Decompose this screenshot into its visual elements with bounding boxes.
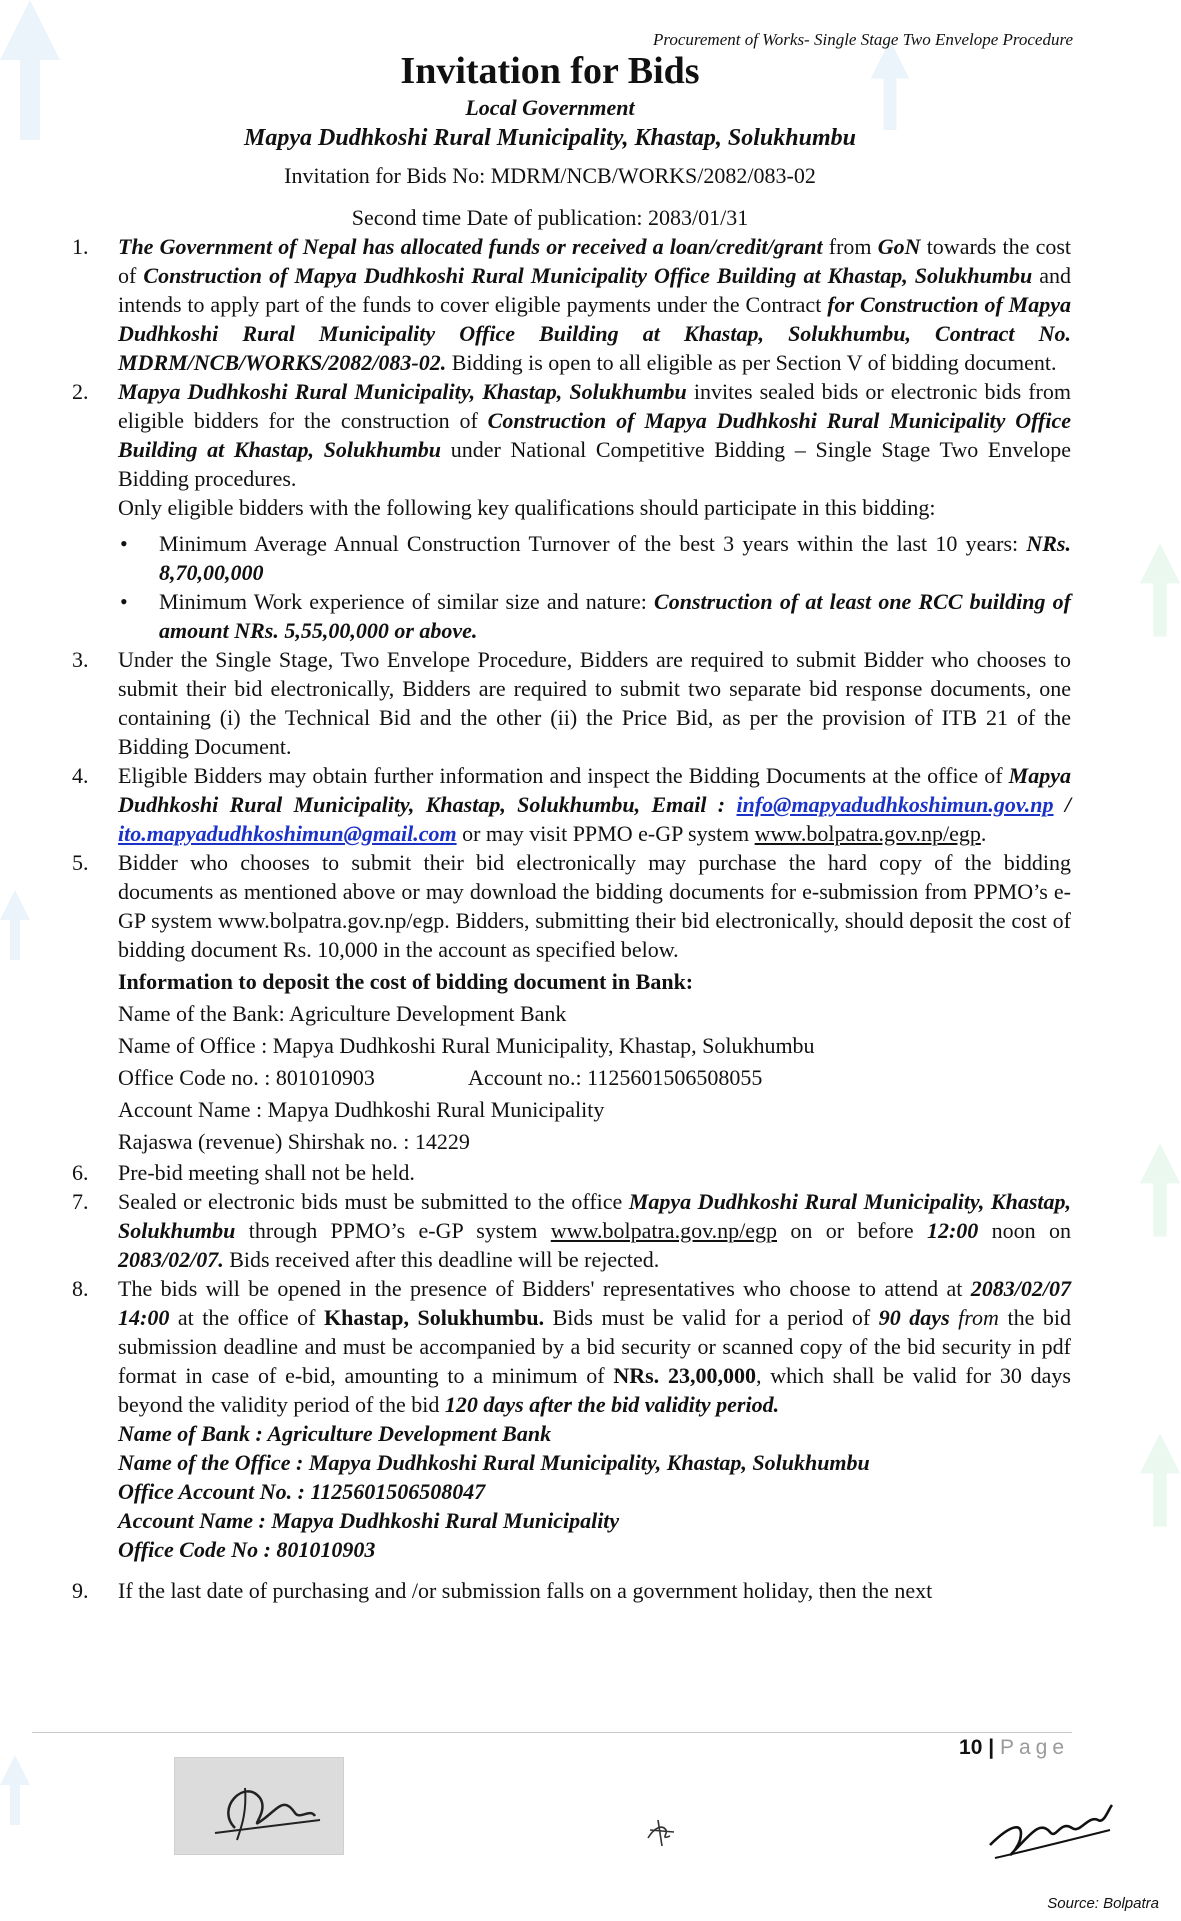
header-note: Procurement of Works- Single Stage Two Envelope Procedure: [652, 30, 1073, 49]
ifb-number: Invitation for Bids No: MDRM/NCB/WORKS/2082/083-02: [284, 163, 816, 188]
item-text: Bidding is open to all eligible as per Section V of bidding document.: [446, 350, 1057, 375]
item-text: 90 days: [878, 1305, 950, 1330]
item-text: Construction of Mapya Dudhkoshi Rural Municipality Office Building at Khastap, Solukhumbu: [143, 263, 1033, 288]
egp-link[interactable]: www.bolpatra.gov.np/egp: [754, 821, 981, 846]
bank-info: [72, 966, 1071, 1158]
item-text: or may visit PPMO e-GP system: [456, 821, 755, 846]
account-no: Account no.: 1125601506508055: [468, 1065, 763, 1090]
list-item: [72, 645, 1071, 761]
initials-icon: [640, 1810, 680, 1850]
page-label: Page: [999, 1736, 1069, 1759]
item-number: 8.: [72, 1276, 89, 1301]
list-item: [72, 1576, 1071, 1605]
item-text: 120 days after the bid validity period.: [444, 1392, 780, 1417]
item-text: /: [1053, 792, 1071, 817]
bank-office: Name of Office : Mapya Dudhkoshi Rural Municipality, Khastap, Solukhumbu: [118, 1033, 815, 1058]
document-body: [72, 232, 1071, 1605]
item-text: 12:00: [926, 1218, 979, 1243]
list-item: [72, 377, 1071, 493]
watermark-arrow-icon: [1140, 1430, 1180, 1530]
qualification-intro: Only eligible bidders with the following key qualifications should participate in this bidding:: [118, 495, 936, 520]
item-text: GoN: [877, 234, 921, 259]
list-item: [72, 1274, 1071, 1419]
account-name: Account Name : Mapya Dudhkoshi Rural Municipality: [118, 1508, 620, 1533]
page-title: Invitation for Bids: [400, 50, 700, 92]
item-text: Construction of Mapya Dudhkoshi Rural Municipality Office Building at Khastap, Solukhumbu: [118, 408, 1071, 462]
item-text: Mapya Dudhkoshi Rural Municipality, Khastap, Solukhumbu: [118, 1189, 1071, 1243]
subtitle-municipality: Mapya Dudhkoshi Rural Municipality, Khastap, Solukhumbu: [244, 125, 856, 151]
item-text: Mapya Dudhkoshi Rural Municipality, Khastap, Solukhumbu: [118, 379, 687, 404]
item-text: invites sealed bids or electronic bids from eligible bidders for the construction of: [118, 379, 1072, 433]
signature-stamp-image: [174, 1757, 344, 1855]
item-text: Pre-bid meeting shall not be held.: [118, 1160, 415, 1185]
rajaswa: Rajaswa (revenue) Shirshak no. : 14229: [118, 1129, 470, 1154]
office-code: Office Code No : 801010903: [118, 1537, 376, 1562]
subtitle-local-government: Local Government: [465, 95, 635, 120]
item-text: 2083/02/07 14:00: [118, 1276, 1071, 1330]
watermark-arrow-icon: [0, 1740, 30, 1840]
bullet-item: [72, 587, 1071, 645]
item-number: 2.: [72, 379, 89, 404]
account-name: Account Name : Mapya Dudhkoshi Rural Municipality: [118, 1097, 605, 1122]
page-number: [959, 1736, 1069, 1760]
footer-divider: [32, 1732, 1072, 1733]
item-text: NRs. 8,70,00,000: [159, 531, 1071, 585]
bid-security-bank: [72, 1419, 1071, 1564]
item-text: the bid submission deadline and must be accompanied by a bid security or scanned copy of the bid security in pdf format in case of e-bid, amounting to a minimum of: [118, 1305, 1072, 1388]
item-text: Construction of at least one RCC building of amount NRs. 5,55,00,000 or above.: [159, 589, 1071, 643]
bank-code-row: [118, 1062, 1071, 1094]
item-text: .: [980, 821, 987, 846]
list-item: [72, 848, 1071, 964]
item-text: Bidder who chooses to submit their bid electronically may purchase the hard copy of the bidding documents as mentioned above or may download the bidding documents for e-submission from PPMO’s e-GP system www.bolpatra.gov.np/egp. Bidders, submitting their bid electronically, should deposit the cost of bidding document Rs. 10,000 in the account as specified below.: [118, 850, 1071, 962]
bank-office: Name of the Office : Mapya Dudhkoshi Rural Municipality, Khastap, Solukhumbu: [118, 1450, 870, 1475]
source-credit: Source: Bolpatra: [1047, 1895, 1159, 1912]
item-text: at the office of: [169, 1305, 324, 1330]
item-text: noon on: [978, 1218, 1072, 1243]
item-number: 6.: [72, 1160, 89, 1185]
office-account-no: Office Account No. : 1125601506508047: [118, 1479, 486, 1504]
item-text: under National Competitive Bidding – Single Stage Two Envelope Bidding procedures.: [118, 437, 1071, 491]
item-text: Under the Single Stage, Two Envelope Procedure, Bidders are required to submit Bidder who chooses to submit their bid electronically, Bidders are required to submit two separate bid response documents, one containing (i) the Technical Bid and the other (ii) the Price Bid, as per the provision of ITB 21 of the Bidding Document.: [118, 647, 1071, 759]
list-item: [72, 1187, 1071, 1274]
bank-name: Name of the Bank: Agriculture Development Bank: [118, 1001, 567, 1026]
item-number: 7.: [72, 1189, 89, 1214]
egp-link[interactable]: www.bolpatra.gov.np/egp: [550, 1218, 778, 1243]
item-text: Sealed or electronic bids must be submitted to the office: [118, 1189, 629, 1214]
item-text: towards the cost of: [118, 234, 1072, 288]
list-item: [72, 1158, 1071, 1187]
item-text: from: [822, 234, 878, 259]
item-text: through PPMO’s e-GP system: [235, 1218, 551, 1243]
signature-icon: [175, 1758, 343, 1854]
item-text: NRs. 23,00,000: [613, 1363, 756, 1388]
item-number: 3.: [72, 647, 89, 672]
bank-name: Name of Bank : Agriculture Development Bank: [118, 1421, 552, 1446]
email-link[interactable]: info@mapyadudhkoshimun.gov.np: [736, 792, 1054, 817]
watermark-arrow-icon: [1140, 540, 1180, 640]
email-link[interactable]: ito.mapyadudhkoshimun@gmail.com: [118, 821, 457, 846]
item-text: Bids must be valid for a period of: [544, 1305, 879, 1330]
list-item: [72, 232, 1071, 377]
watermark-arrow-icon: [1140, 1140, 1180, 1240]
item-text: on or before: [777, 1218, 927, 1243]
item-text: Bids received after this deadline will be rejected.: [223, 1247, 660, 1272]
item-text: Minimum Work experience of similar size and nature:: [159, 589, 655, 614]
item-text: Khastap, Solukhumbu.: [324, 1305, 545, 1330]
item-text: If the last date of purchasing and /or submission falls on a government holiday, then the next: [118, 1578, 933, 1603]
publication-date: Second time Date of publication: 2083/01/31: [351, 205, 749, 230]
item-text: and intends to apply part of the funds to cover eligible payments under the Contract: [118, 263, 1072, 317]
item-text: Minimum Average Annual Construction Turnover of the best 3 years within the last 10 years:: [159, 531, 1027, 556]
item-text: 2083/02/07.: [118, 1247, 224, 1272]
item-number: 9.: [72, 1578, 89, 1603]
page-number-separator: |: [988, 1736, 995, 1759]
bullet-icon: •: [120, 589, 128, 614]
item-text: from: [949, 1305, 999, 1330]
page-number-value: 10: [959, 1736, 983, 1759]
bullet-icon: •: [120, 531, 128, 556]
bank-heading: Information to deposit the cost of bidding document in Bank:: [118, 969, 694, 994]
item-text: The bids will be opened in the presence of Bidders' representatives who choose to attend at: [118, 1276, 971, 1301]
signature-icon: [980, 1790, 1120, 1870]
watermark-arrow-icon: [0, 880, 30, 970]
title-block: [0, 48, 1100, 232]
item-text: for Construction of Mapya Dudhkoshi Rural Municipality Office Building at Khastap, Solukhumbu, Contract No. MDRM/NCB/WORKS/2082/083-02.: [118, 292, 1071, 375]
list-item: [72, 761, 1071, 848]
item-text: The Government of Nepal has allocated funds or received a loan/credit/grant: [118, 234, 823, 259]
item-text: Eligible Bidders may obtain further information and inspect the Bidding Documents at the office of: [118, 763, 1009, 788]
item-number: 5.: [72, 850, 89, 875]
item-text: Mapya Dudhkoshi Rural Municipality, Khastap, Solukhumbu, Email :: [118, 763, 1071, 817]
bullet-item: [72, 529, 1071, 587]
item-text: , which shall be valid for 30 days beyond the validity period of the bid: [118, 1363, 1071, 1417]
item-number: 4.: [72, 763, 89, 788]
item-number: 1.: [72, 234, 89, 259]
office-code: Office Code no. : 801010903: [118, 1065, 375, 1090]
